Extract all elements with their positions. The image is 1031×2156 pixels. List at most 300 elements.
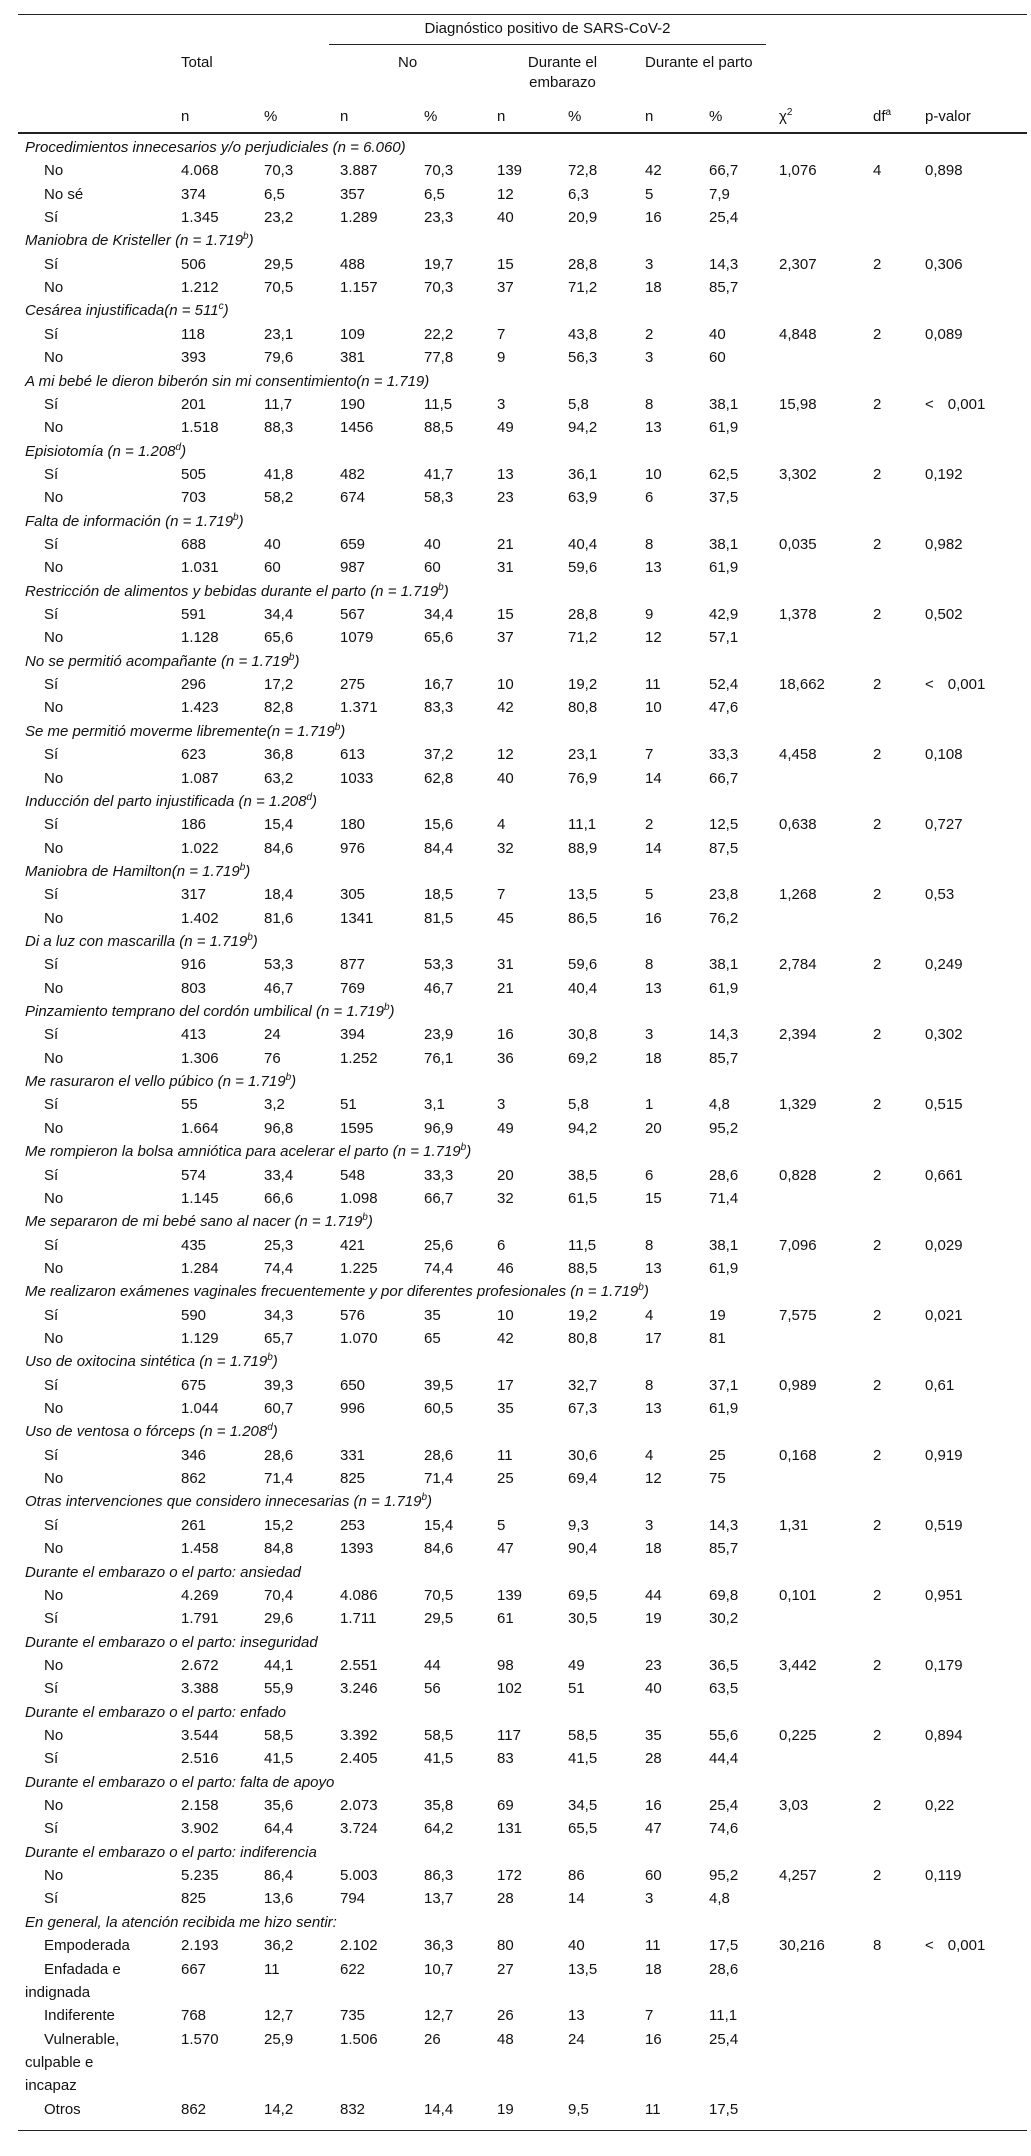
cell-n-parto: 13 — [645, 1400, 662, 1418]
cell-n-parto: 17 — [645, 1330, 662, 1347]
row-label: No — [44, 349, 64, 367]
cell-pct-total: 6,5 — [264, 185, 285, 203]
cell-n-parto: 18 — [645, 279, 662, 297]
row-label: Sí — [44, 1446, 59, 1464]
cell-pct-no: 15,4 — [424, 1516, 454, 1534]
cell-n-no: 877 — [340, 956, 366, 974]
row-label: Sí — [44, 325, 59, 343]
cell-n-embarazo: 172 — [497, 1867, 523, 1885]
cell-pct-embarazo: 71,2 — [568, 279, 598, 297]
cell-n-total: 2.672 — [181, 1656, 219, 1674]
cell-n-total: 1.212 — [181, 279, 219, 297]
cell-df: 2 — [873, 1727, 882, 1744]
cell-n-parto: 10 — [645, 699, 662, 717]
header-n-no: n — [340, 108, 349, 125]
cell-n-total: 296 — [181, 676, 207, 694]
row-label: Enfadada e — [44, 1960, 121, 1978]
cell-pct-no: 23,9 — [424, 1026, 454, 1044]
cell-n-no: 996 — [340, 1400, 366, 1418]
cell-pct-parto: 38,1 — [709, 1236, 739, 1254]
cell-pct-embarazo: 30,6 — [568, 1446, 598, 1464]
cell-df: 2 — [873, 1586, 882, 1604]
cell-pct-no: 86,3 — [424, 1867, 454, 1885]
cell-pct-parto: 17,5 — [709, 1937, 739, 1955]
cell-pct-total: 14,2 — [264, 2100, 294, 2118]
cell-pct-total: 36,8 — [264, 746, 294, 764]
row-label: Sí — [44, 1166, 59, 1184]
cell-n-embarazo: 25 — [497, 1470, 514, 1488]
cell-n-embarazo: 3 — [497, 1096, 506, 1114]
cell-pct-total: 17,2 — [264, 676, 294, 694]
cell-n-total: 413 — [181, 1026, 207, 1044]
group-rule — [329, 44, 766, 45]
cell-pct-no: 96,9 — [424, 1119, 454, 1137]
cell-n-no: 1.252 — [340, 1049, 378, 1067]
cell-n-embarazo: 80 — [497, 1937, 514, 1955]
cell-n-parto: 4 — [645, 1306, 654, 1324]
cell-chi-square: 2,307 — [779, 255, 817, 273]
row-label: No — [44, 1656, 64, 1674]
cell-pct-embarazo: 41,5 — [568, 1750, 598, 1768]
cell-n-no: 2.102 — [340, 1937, 378, 1955]
cell-n-total: 201 — [181, 395, 207, 413]
cell-pct-no: 62,8 — [424, 769, 454, 787]
cell-n-total: 393 — [181, 349, 207, 367]
cell-n-no: 1.506 — [340, 2030, 378, 2048]
cell-pct-parto: 4,8 — [709, 1096, 730, 1114]
row-label: Sí — [44, 956, 59, 974]
cell-pct-no: 33,3 — [424, 1166, 454, 1184]
cell-chi-square: 2,394 — [779, 1026, 817, 1044]
header-n-embarazo: n — [497, 108, 506, 125]
cell-n-embarazo: 9 — [497, 349, 506, 367]
cell-pct-total: 11,7 — [264, 395, 293, 413]
cell-chi-square: 2,784 — [779, 956, 817, 974]
cell-n-embarazo: 23 — [497, 489, 514, 507]
cell-pct-parto: 66,7 — [709, 769, 739, 787]
header-bottom-rule — [18, 132, 1027, 134]
section-title: Inducción del parto injustificada (n = 1.208$^d$) — [25, 791, 317, 810]
cell-pct-total: 82,8 — [264, 699, 294, 717]
cell-pct-total: 23,2 — [264, 209, 294, 227]
cell-n-total: 703 — [181, 489, 207, 507]
cell-n-total: 261 — [181, 1516, 207, 1534]
section-title: A mi bebé le dieron biberón sin mi consentimiento(n = 1.719) — [25, 372, 430, 390]
row-label: Otros — [44, 2100, 81, 2118]
cell-pct-embarazo: 80,8 — [568, 1330, 598, 1347]
cell-df: 2 — [873, 395, 882, 413]
cell-pct-embarazo: 9,3 — [568, 1516, 589, 1534]
cell-p-value: 0,249 — [925, 956, 963, 974]
cell-n-parto: 28 — [645, 1750, 662, 1768]
cell-n-embarazo: 46 — [497, 1259, 514, 1277]
cell-pct-total: 63,2 — [264, 769, 294, 787]
row-label: Sí — [44, 1026, 59, 1044]
cell-n-parto: 13 — [645, 1259, 662, 1277]
cell-df: 2 — [873, 746, 882, 764]
cell-pct-no: 56 — [424, 1680, 441, 1698]
cell-n-no: 794 — [340, 1890, 366, 1908]
cell-pct-total: 65,7 — [264, 1330, 294, 1347]
cell-pct-embarazo: 43,8 — [568, 325, 598, 343]
cell-chi-square: 4,848 — [779, 325, 817, 343]
cell-pct-no: 76,1 — [424, 1049, 454, 1067]
cell-pct-parto: 55,6 — [709, 1727, 739, 1744]
cell-chi-square: 0,989 — [779, 1376, 817, 1394]
cell-pct-no: 6,5 — [424, 185, 445, 203]
row-label: No — [44, 1049, 64, 1067]
cell-n-no: 1393 — [340, 1540, 374, 1558]
cell-pct-no: 15,6 — [424, 816, 454, 834]
cell-pct-no: 3,1 — [424, 1096, 445, 1114]
cell-n-no: 1456 — [340, 419, 374, 437]
cell-pct-parto: 61,9 — [709, 979, 739, 997]
cell-pct-parto: 87,5 — [709, 839, 739, 857]
cell-n-parto: 3 — [645, 1516, 654, 1534]
cell-pct-total: 84,6 — [264, 839, 294, 857]
cell-n-total: 675 — [181, 1376, 207, 1394]
cell-pct-total: 11 — [264, 1960, 280, 1978]
cell-pct-no: 23,3 — [424, 209, 454, 227]
header-pct-total: % — [264, 108, 278, 125]
cell-n-embarazo: 98 — [497, 1656, 514, 1674]
cell-n-no: 987 — [340, 559, 366, 577]
cell-pct-no: 60 — [424, 559, 441, 577]
cell-pct-no: 65,6 — [424, 629, 454, 647]
cell-pct-embarazo: 69,4 — [568, 1470, 598, 1488]
cell-n-parto: 5 — [645, 185, 654, 203]
cell-n-no: 548 — [340, 1166, 366, 1184]
cell-n-no: 3.724 — [340, 1820, 378, 1838]
cell-n-no: 832 — [340, 2100, 366, 2118]
section-title: No se permitió acompañante (n = 1.719$^b$) — [25, 651, 300, 670]
cell-n-total: 3.388 — [181, 1680, 219, 1698]
cell-pct-total: 96,8 — [264, 1119, 294, 1137]
cell-chi-square: 7,575 — [779, 1306, 817, 1324]
cell-n-embarazo: 47 — [497, 1540, 514, 1558]
cell-df: 8 — [873, 1937, 882, 1955]
cell-pct-embarazo: 14 — [568, 1890, 585, 1908]
cell-pct-total: 71,4 — [264, 1470, 294, 1488]
cell-df: 2 — [873, 956, 882, 974]
cell-df: 2 — [873, 606, 882, 624]
cell-chi-square: 4,257 — [779, 1867, 817, 1885]
cell-pct-no: 40 — [424, 536, 441, 553]
cell-pct-parto: 12,5 — [709, 816, 739, 834]
header-n-parto: n — [645, 108, 654, 125]
cell-pct-parto: 61,9 — [709, 559, 739, 577]
cell-n-parto: 7 — [645, 746, 654, 764]
header-group-title: Diagnóstico positivo de SARS-CoV-2 — [424, 20, 671, 37]
cell-n-no: 109 — [340, 325, 366, 343]
cell-pct-no: 16,7 — [424, 676, 454, 694]
cell-pct-parto: 60 — [709, 349, 726, 367]
cell-n-total: 1.129 — [181, 1330, 219, 1347]
cell-n-no: 421 — [340, 1236, 366, 1254]
cell-pct-parto: 69,8 — [709, 1586, 739, 1604]
cell-n-parto: 7 — [645, 2007, 654, 2025]
cell-n-embarazo: 16 — [497, 1026, 514, 1044]
cell-p-value: 0,898 — [925, 162, 963, 180]
cell-p-value: 0,108 — [925, 746, 963, 764]
row-label: No — [44, 909, 64, 927]
cell-pct-no: 28,6 — [424, 1446, 454, 1464]
cell-n-total: 2.193 — [181, 1937, 219, 1955]
cell-n-no: 394 — [340, 1026, 366, 1044]
cell-n-total: 186 — [181, 816, 207, 834]
cell-pct-embarazo: 23,1 — [568, 746, 598, 764]
cell-pct-parto: 28,6 — [709, 1166, 739, 1184]
row-label: No — [44, 419, 64, 437]
cell-df: 2 — [873, 465, 882, 483]
row-label: Sí — [44, 676, 59, 694]
cell-n-total: 1.791 — [181, 1610, 219, 1628]
cell-pct-total: 15,2 — [264, 1516, 294, 1534]
cell-n-parto: 16 — [645, 909, 662, 927]
cell-pct-embarazo: 63,9 — [568, 489, 598, 507]
cell-n-total: 1.570 — [181, 2030, 219, 2048]
cell-pct-total: 39,3 — [264, 1376, 294, 1394]
cell-chi-square: 0,101 — [779, 1586, 817, 1604]
cell-n-no: 51 — [340, 1096, 357, 1114]
cell-df: 2 — [873, 1236, 882, 1254]
cell-pct-parto: 28,6 — [709, 1960, 739, 1978]
cell-n-no: 1.157 — [340, 279, 378, 297]
cell-n-parto: 8 — [645, 956, 654, 974]
cell-pct-total: 55,9 — [264, 1680, 294, 1698]
row-label: Sí — [44, 816, 59, 834]
cell-n-embarazo: 69 — [497, 1797, 514, 1815]
row-label: culpable e — [25, 2053, 94, 2071]
cell-p-value: 0,519 — [925, 1516, 963, 1534]
cell-chi-square: 18,662 — [779, 676, 825, 694]
cell-n-parto: 13 — [645, 979, 662, 997]
row-label: Sí — [44, 1820, 59, 1838]
cell-n-embarazo: 40 — [497, 769, 514, 787]
cell-pct-total: 70,3 — [264, 162, 294, 180]
cell-n-no: 1.289 — [340, 209, 378, 227]
row-label: Sí — [44, 1610, 59, 1628]
cell-n-total: 1.345 — [181, 209, 219, 227]
row-label: No sé — [44, 185, 84, 203]
cell-pct-embarazo: 24 — [568, 2030, 585, 2048]
cell-chi-square: 1,268 — [779, 886, 817, 904]
cell-pct-embarazo: 28,8 — [568, 606, 598, 624]
row-label: No — [44, 1119, 64, 1137]
cell-n-total: 118 — [181, 325, 205, 343]
cell-n-no: 381 — [340, 349, 366, 367]
cell-n-no: 1.711 — [340, 1610, 377, 1628]
cell-n-no: 825 — [340, 1470, 366, 1488]
section-title: Se me permitió moverme libremente(n = 1.719$^b$) — [25, 721, 346, 740]
cell-pct-embarazo: 88,9 — [568, 839, 598, 857]
cell-n-embarazo: 10 — [497, 1306, 514, 1324]
cell-n-parto: 6 — [645, 489, 654, 507]
cell-pct-total: 81,6 — [264, 909, 294, 927]
cell-pct-no: 77,8 — [424, 349, 454, 367]
cell-pct-embarazo: 5,8 — [568, 395, 589, 413]
cell-n-embarazo: 12 — [497, 185, 514, 203]
row-label: No — [44, 1330, 64, 1347]
cell-n-embarazo: 7 — [497, 886, 506, 904]
cell-n-no: 622 — [340, 1960, 366, 1978]
cell-n-total: 505 — [181, 465, 207, 483]
cell-pct-parto: 40 — [709, 325, 726, 343]
cell-n-parto: 3 — [645, 1890, 654, 1908]
cell-n-no: 576 — [340, 1306, 366, 1324]
cell-pct-embarazo: 40,4 — [568, 979, 598, 997]
cell-n-no: 1.098 — [340, 1189, 378, 1207]
row-label: No — [44, 489, 64, 507]
cell-pct-parto: 33,3 — [709, 746, 739, 764]
cell-pct-embarazo: 36,1 — [568, 465, 598, 483]
cell-pct-parto: 25 — [709, 1446, 726, 1464]
cell-n-parto: 20 — [645, 1119, 662, 1137]
cell-pct-parto: 85,7 — [709, 279, 739, 297]
cell-pct-parto: 7,9 — [709, 185, 730, 203]
cell-pct-embarazo: 32,7 — [568, 1376, 598, 1394]
cell-p-value: 0,951 — [925, 1586, 963, 1604]
cell-n-no: 253 — [340, 1516, 366, 1534]
cell-p-value: 0,919 — [925, 1446, 963, 1464]
cell-pct-total: 79,6 — [264, 349, 294, 367]
cell-pct-total: 41,8 — [264, 465, 294, 483]
cell-n-embarazo: 48 — [497, 2030, 514, 2048]
cell-pct-no: 22,2 — [424, 325, 454, 343]
cell-pct-parto: 4,8 — [709, 1890, 730, 1908]
cell-n-total: 1.423 — [181, 699, 219, 717]
cell-pct-total: 76 — [264, 1049, 281, 1067]
cell-pct-embarazo: 65,5 — [568, 1820, 598, 1838]
cell-pct-total: 15,4 — [264, 816, 294, 834]
cell-p-value: 0,515 — [925, 1096, 963, 1114]
cell-pct-embarazo: 9,5 — [568, 2100, 589, 2118]
cell-chi-square: 1,329 — [779, 1096, 817, 1114]
cell-n-embarazo: 37 — [497, 629, 514, 647]
header-pct-no: % — [424, 108, 438, 125]
row-label: Sí — [44, 465, 59, 483]
section-title: Procedimientos innecesarios y/o perjudiciales (n = 6.060) — [25, 139, 406, 156]
cell-n-embarazo: 20 — [497, 1166, 514, 1184]
cell-n-total: 623 — [181, 746, 207, 764]
cell-n-embarazo: 6 — [497, 1236, 506, 1254]
cell-pct-no: 70,5 — [424, 1586, 454, 1604]
cell-chi-square: 4,458 — [779, 746, 817, 764]
cell-pct-total: 41,5 — [264, 1750, 294, 1768]
cell-n-embarazo: 10 — [497, 676, 514, 694]
cell-n-no: 976 — [340, 839, 366, 857]
cell-pct-embarazo: 19,2 — [568, 676, 598, 694]
cell-n-total: 768 — [181, 2007, 207, 2025]
cell-n-no: 4.086 — [340, 1586, 378, 1604]
cell-n-embarazo: 27 — [497, 1960, 514, 1978]
row-label: No — [44, 1727, 64, 1744]
cell-pct-embarazo: 49 — [568, 1656, 585, 1674]
cell-pct-embarazo: 11,1 — [568, 816, 597, 834]
cell-n-embarazo: 42 — [497, 1330, 514, 1347]
header-df: $df^a$ — [873, 107, 892, 125]
cell-n-no: 1.371 — [340, 699, 378, 717]
cell-n-total: 1.145 — [181, 1189, 219, 1207]
cell-n-parto: 35 — [645, 1727, 662, 1744]
row-label: Sí — [44, 1376, 59, 1394]
row-label: Sí — [44, 209, 59, 227]
cell-n-embarazo: 42 — [497, 699, 514, 717]
cell-pct-no: 66,7 — [424, 1189, 454, 1207]
cell-pct-total: 13,6 — [264, 1890, 294, 1908]
cell-pct-parto: 38,1 — [709, 956, 739, 974]
cell-pct-no: 41,7 — [424, 465, 454, 483]
cell-n-total: 667 — [181, 1960, 207, 1978]
cell-p-value: 0,661 — [925, 1166, 963, 1184]
row-label: Sí — [44, 395, 59, 413]
cell-pct-embarazo: 30,5 — [568, 1610, 598, 1628]
cell-pct-no: 36,3 — [424, 1937, 454, 1955]
row-label: Sí — [44, 255, 59, 273]
cell-pct-parto: 14,3 — [709, 1516, 739, 1534]
cell-pct-total: 34,3 — [264, 1306, 294, 1324]
cell-n-total: 916 — [181, 956, 207, 974]
cell-n-total: 1.458 — [181, 1540, 219, 1558]
cell-pct-total: 23,1 — [264, 325, 294, 343]
cell-pct-parto: 42,9 — [709, 606, 739, 624]
cell-chi-square: 3,442 — [779, 1656, 817, 1674]
cell-p-value: 0,119 — [925, 1867, 962, 1885]
cell-pct-embarazo: 19,2 — [568, 1306, 598, 1324]
cell-pct-embarazo: 30,8 — [568, 1026, 598, 1044]
cell-pct-total: 35,6 — [264, 1797, 294, 1815]
cell-pct-embarazo: 80,8 — [568, 699, 598, 717]
cell-pct-embarazo: 90,4 — [568, 1540, 598, 1558]
cell-pct-embarazo: 6,3 — [568, 185, 589, 203]
section-title: Me separaron de mi bebé sano al nacer (n = 1.719$^b$) — [25, 1212, 373, 1231]
cell-n-embarazo: 15 — [497, 606, 514, 624]
cell-pct-total: 24 — [264, 1026, 281, 1044]
cell-n-embarazo: 117 — [497, 1727, 521, 1744]
cell-pct-parto: 23,8 — [709, 886, 739, 904]
header-pct-parto: % — [709, 108, 723, 125]
cell-pct-parto: 37,5 — [709, 489, 739, 507]
row-label: No — [44, 1189, 64, 1207]
cell-pct-parto: 44,4 — [709, 1750, 739, 1768]
row-label: Sí — [44, 886, 59, 904]
cell-pct-no: 70,3 — [424, 162, 454, 180]
cell-n-parto: 16 — [645, 209, 662, 227]
cell-pct-total: 29,6 — [264, 1610, 294, 1628]
cell-n-total: 4.269 — [181, 1586, 219, 1604]
row-label: Sí — [44, 1890, 59, 1908]
cell-pct-embarazo: 58,5 — [568, 1727, 598, 1744]
cell-pct-total: 84,8 — [264, 1540, 294, 1558]
cell-n-embarazo: 49 — [497, 1119, 514, 1137]
cell-n-embarazo: 17 — [497, 1376, 514, 1394]
cell-n-parto: 13 — [645, 419, 662, 437]
row-label: Sí — [44, 1236, 59, 1254]
cell-n-no: 331 — [340, 1446, 366, 1464]
cell-pct-parto: 71,4 — [709, 1189, 739, 1207]
cell-n-no: 357 — [340, 185, 366, 203]
cell-df: 2 — [873, 1446, 882, 1464]
cell-n-parto: 14 — [645, 769, 662, 787]
cell-n-no: 567 — [340, 606, 366, 624]
cell-pct-no: 58,3 — [424, 489, 454, 507]
cell-n-embarazo: 49 — [497, 419, 514, 437]
cell-pct-total: 86,4 — [264, 1867, 294, 1885]
cell-pct-no: 29,5 — [424, 1610, 454, 1628]
cell-n-parto: 13 — [645, 559, 662, 577]
cell-p-value: < 0,001 — [925, 395, 986, 413]
cell-n-total: 1.031 — [181, 559, 219, 577]
